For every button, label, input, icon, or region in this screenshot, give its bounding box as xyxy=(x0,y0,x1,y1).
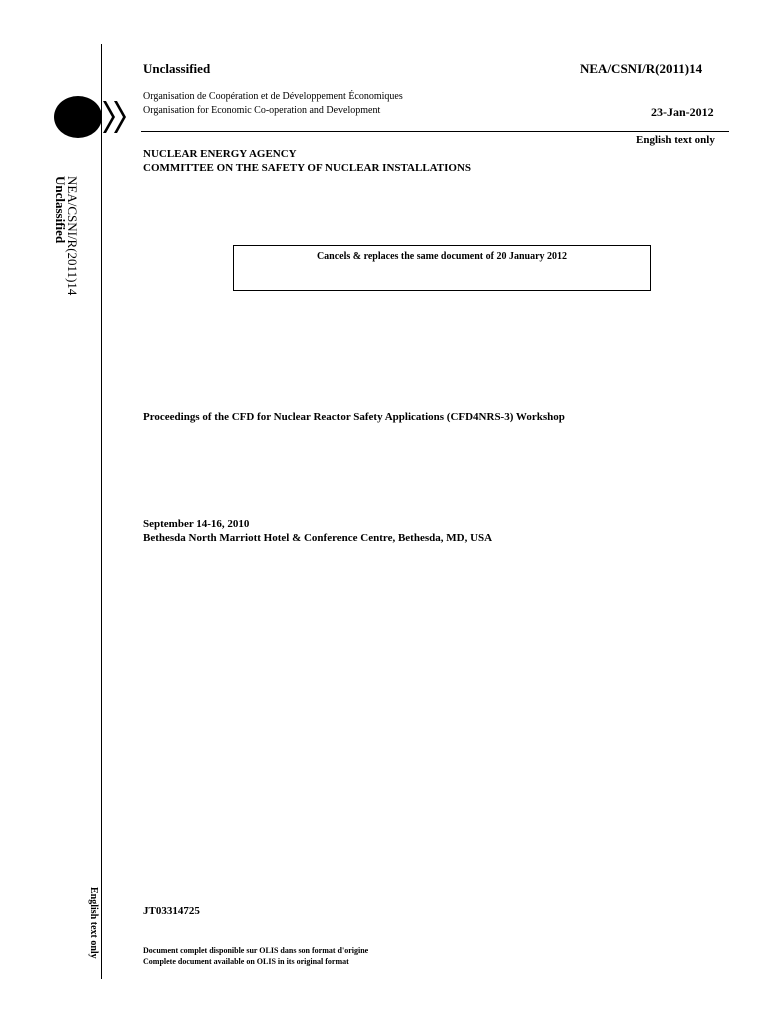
side-language: English text only xyxy=(88,887,99,959)
header-rule xyxy=(141,131,729,132)
olis-note-french: Document complet disponible sur OLIS dans son format d'origine xyxy=(143,946,369,955)
side-reference: NEA/CSNI/R(2011)14 xyxy=(65,176,80,296)
agency-name: NUCLEAR ENERGY AGENCY xyxy=(143,148,297,160)
org-name-french: Organisation de Coopération et de Développement Économiques xyxy=(143,91,403,102)
header-reference: NEA/CSNI/R(2011)14 xyxy=(580,61,703,76)
side-divider xyxy=(101,44,102,979)
document-title: Proceedings of the CFD for Nuclear Reactor Safety Applications (CFD4NRS-3) Workshop xyxy=(143,411,565,423)
oecd-logo-icon xyxy=(54,95,126,139)
olis-note-english: Complete document available on OLIS in its original format xyxy=(143,957,349,966)
language-note: English text only xyxy=(636,134,715,146)
side-classification: Unclassified xyxy=(53,176,68,244)
event-venue: Bethesda North Marriott Hotel & Conference Centre, Bethesda, MD, USA xyxy=(143,532,493,544)
org-name-english: Organisation for Economic Co-operation and Development xyxy=(143,105,381,116)
event-dates: September 14-16, 2010 xyxy=(143,518,250,530)
document-code: JT03314725 xyxy=(143,905,200,917)
document-date: 23-Jan-2012 xyxy=(651,105,714,119)
header-classification: Unclassified xyxy=(143,61,211,76)
notice-box xyxy=(233,245,651,291)
notice-text: Cancels & replaces the same document of 20 January 2012 xyxy=(316,251,568,262)
committee-name: COMMITTEE ON THE SAFETY OF NUCLEAR INSTALLATIONS xyxy=(143,162,472,174)
